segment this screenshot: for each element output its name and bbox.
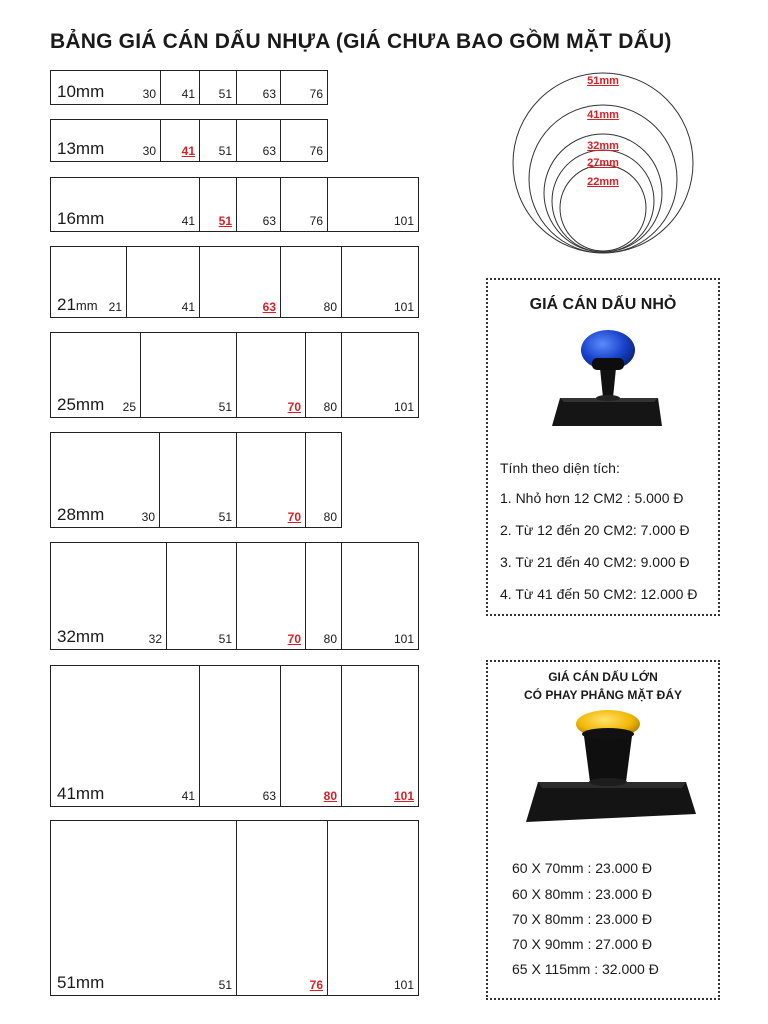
price-cell	[159, 432, 237, 528]
cell-value: 51	[218, 978, 232, 992]
circle-label: 22mm	[587, 176, 619, 188]
cell-value: 41	[181, 300, 195, 314]
price-cell	[236, 177, 281, 232]
large-stamp-price-box	[486, 660, 720, 1000]
small-stamp-price-box	[486, 278, 720, 616]
price-cell	[305, 542, 342, 650]
cell-value: 80	[323, 789, 337, 803]
cell-value: 51	[218, 510, 232, 524]
cell-value: 51	[218, 400, 232, 414]
row-size-label: 16mm	[57, 209, 105, 228]
price-cell	[280, 70, 328, 105]
price-cell	[341, 332, 419, 418]
row-size-label: 51mm	[57, 973, 105, 992]
cell-value: 70	[287, 510, 301, 524]
cell-value: 101	[393, 789, 414, 803]
price-cell	[50, 665, 200, 807]
price-cell	[236, 542, 306, 650]
price-cell	[126, 246, 200, 318]
cell-value: 76	[309, 214, 323, 228]
page-title: BẢNG GIÁ CÁN DẤU NHỰA (GIÁ CHƯA BAO GỒM MẶT DẤU)	[50, 30, 672, 53]
cell-value: 41	[181, 87, 195, 101]
circle-label: 41mm	[587, 109, 619, 121]
cell-value: 80	[323, 400, 337, 414]
price-cell	[236, 432, 306, 528]
price-cell	[50, 119, 161, 162]
cell-value: 51	[218, 144, 232, 158]
small-price-item: 4. Từ 41 đến 50 CM2: 12.000 Đ	[500, 586, 698, 602]
cell-value: 76	[309, 144, 323, 158]
price-cell	[50, 820, 237, 996]
cell-value: 101	[393, 214, 414, 228]
price-cell	[160, 70, 200, 105]
price-cell	[50, 177, 200, 232]
large-box-heading-line2: CÓ PHAY PHẲNG MẶT ĐÁY	[523, 688, 683, 702]
price-cell	[280, 246, 342, 318]
price-cell	[280, 665, 342, 807]
cell-value: 51	[218, 632, 232, 646]
row-size-label: 41mm	[57, 784, 105, 803]
cell-value: 30	[142, 87, 156, 101]
price-cell	[50, 542, 167, 650]
row-size-label: 13mm	[57, 139, 105, 158]
price-cell	[341, 542, 419, 650]
cell-value: 30	[141, 510, 155, 524]
cell-value: 21	[108, 300, 122, 314]
cell-value: 41	[181, 789, 195, 803]
circle-label: 32mm	[587, 140, 619, 152]
circle-size-diagram	[508, 72, 698, 254]
cell-value: 70	[287, 400, 301, 414]
cell-value: 32	[148, 632, 162, 646]
price-cell	[327, 177, 419, 232]
cell-value: 76	[309, 978, 323, 992]
cell-value: 25	[122, 400, 136, 414]
price-cell	[280, 177, 328, 232]
price-cell	[199, 70, 237, 105]
price-cell	[236, 332, 306, 418]
price-cell	[199, 665, 281, 807]
small-price-item: 1. Nhỏ hơn 12 CM2 : 5.000 Đ	[500, 490, 684, 506]
price-cell	[199, 177, 237, 232]
cell-value: 63	[262, 300, 276, 314]
cell-value: 101	[393, 632, 414, 646]
cell-value: 101	[393, 300, 414, 314]
large-price-item: 60 X 80mm : 23.000 Đ	[512, 886, 653, 902]
price-cell	[236, 820, 328, 996]
row-size-label: 10mm	[57, 82, 105, 101]
small-price-item: 2. Từ 12 đến 20 CM2: 7.000 Đ	[500, 522, 690, 538]
price-cell	[50, 246, 127, 318]
cell-value: 63	[262, 144, 276, 158]
cell-value: 51	[218, 87, 232, 101]
large-stamp-image	[522, 708, 698, 836]
cell-value: 41	[181, 144, 195, 158]
cell-value: 63	[262, 789, 276, 803]
price-cell	[166, 542, 237, 650]
row-size-label: 32mm	[57, 627, 105, 646]
price-cell	[199, 246, 281, 318]
cell-value: 63	[262, 214, 276, 228]
large-price-item: 70 X 90mm : 27.000 Đ	[512, 936, 653, 952]
cell-value: 80	[323, 632, 337, 646]
cell-value: 41	[181, 214, 195, 228]
price-cell	[50, 332, 141, 418]
price-cell	[236, 119, 281, 162]
price-cell	[160, 119, 200, 162]
price-cell	[50, 432, 160, 528]
cell-value: 63	[262, 87, 276, 101]
price-cell	[280, 119, 328, 162]
row-size-label: 25mm	[57, 395, 105, 414]
cell-value: 80	[323, 510, 337, 524]
large-price-item: 65 X 115mm : 32.000 Đ	[512, 961, 659, 977]
price-cell	[199, 119, 237, 162]
small-box-heading: GIÁ CÁN DẤU NHỎ	[529, 296, 677, 313]
large-price-item: 60 X 70mm : 23.000 Đ	[512, 860, 653, 876]
price-cell	[50, 70, 161, 105]
price-cell	[236, 70, 281, 105]
row-size-label: 21mm	[57, 295, 98, 314]
price-cell	[140, 332, 237, 418]
small-price-item: 3. Từ 21 đến 40 CM2: 9.000 Đ	[500, 554, 690, 570]
small-box-subtitle: Tính theo diện tích:	[500, 460, 620, 476]
cell-value: 30	[142, 144, 156, 158]
price-cell	[305, 432, 342, 528]
row-size-label: 28mm	[57, 505, 105, 524]
price-cell	[341, 246, 419, 318]
cell-value: 101	[393, 400, 414, 414]
circle-label: 27mm	[587, 157, 619, 169]
cell-value: 80	[323, 300, 337, 314]
price-cell	[327, 820, 419, 996]
price-cell	[341, 665, 419, 807]
price-cell	[305, 332, 342, 418]
cell-value: 70	[287, 632, 301, 646]
large-price-item: 70 X 80mm : 23.000 Đ	[512, 911, 653, 927]
cell-value: 101	[393, 978, 414, 992]
circle-label: 51mm	[587, 75, 619, 87]
cell-value: 51	[218, 214, 232, 228]
cell-value: 76	[309, 87, 323, 101]
large-box-heading-line1: GIÁ CÁN DẤU LỚN	[548, 670, 658, 684]
small-stamp-image	[550, 328, 665, 430]
